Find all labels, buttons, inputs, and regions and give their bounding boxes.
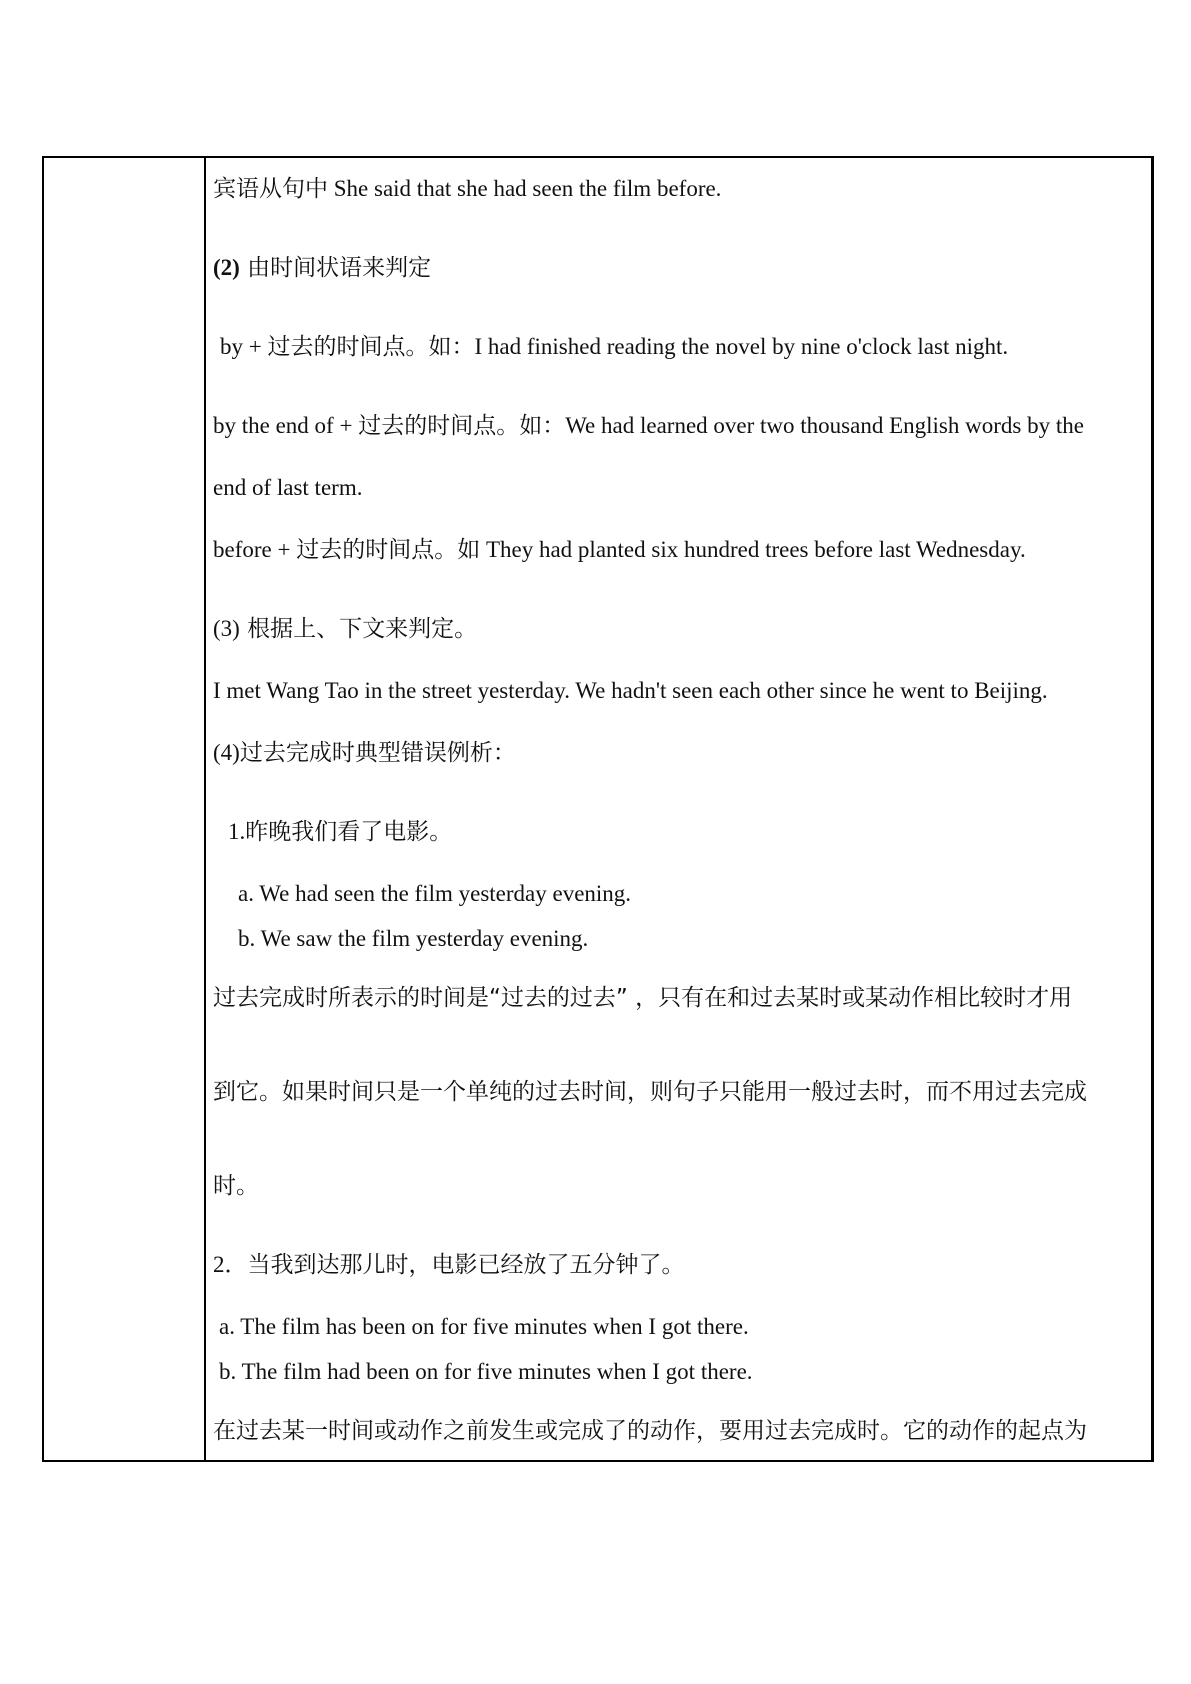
error-2-number: 2． — [213, 1252, 248, 1277]
heading-2-text: 由时间状语来判定 — [239, 255, 432, 281]
object-clause-label: 宾语从句中 — [213, 176, 328, 202]
before-rule-desc: 过去的时间点。如 — [296, 537, 481, 563]
explanation-1-text-2: 到它。如果时间只是一个单纯的过去时间，则句子只能用一般过去时，而不用过去完成 — [213, 1079, 1087, 1105]
object-clause-sentence: She said that she had seen the film before. — [328, 176, 722, 201]
context-example-line — [213, 679, 1048, 702]
error-2-option-b — [219, 1360, 753, 1383]
by-the-end-of-rule-line — [213, 414, 1084, 438]
before-rule-label: before + — [213, 537, 297, 562]
error-2-option-b-text: b. The film had been on for five minutes when I got there. — [219, 1359, 753, 1384]
error-1-option-b — [238, 927, 588, 950]
table-column-divider — [204, 158, 206, 1460]
heading-4-errors — [213, 741, 516, 765]
object-clause-example — [213, 177, 721, 201]
heading-4-number: (4) — [213, 740, 240, 765]
explanation-2-text-1: 在过去某一时间或动作之前发生或完成了的动作，要用过去完成时。它的动作的起点为 — [213, 1418, 1087, 1444]
by-rule-line — [220, 335, 1008, 359]
context-example-sentence: I met Wang Tao in the street yesterday. We hadn't seen each other since he went to Beijing. — [213, 678, 1048, 703]
error-1-question — [228, 820, 452, 844]
by-the-end-of-example: We had learned over two thousand English words by the — [565, 413, 1084, 438]
heading-3-text: 根据上、下文来判定。 — [239, 616, 478, 642]
table-right-border — [1151, 156, 1154, 1462]
error-2-option-a-text: a. The film has been on for five minutes when I got there. — [219, 1314, 749, 1339]
explanation-1-line-3 — [213, 1175, 259, 1198]
explanation-2-line-1 — [213, 1420, 1087, 1443]
by-the-end-of-example-end: end of last term. — [213, 475, 363, 500]
before-rule-line — [213, 538, 1026, 562]
by-the-end-of-label: by the end of + — [213, 413, 359, 438]
by-rule-example: I had finished reading the novel by nine o'clock last night. — [474, 334, 1009, 359]
explanation-1-line-1 — [213, 987, 1072, 1010]
explanation-1-text-3: 时。 — [213, 1173, 259, 1199]
by-the-end-of-continuation — [213, 476, 362, 499]
error-1-option-a — [238, 882, 631, 905]
heading-3-context — [213, 617, 477, 641]
error-1-text: 昨晚我们看了电影。 — [245, 819, 453, 845]
error-2-text: 当我到达那儿时，电影已经放了五分钟了。 — [247, 1252, 685, 1278]
explanation-1-line-2 — [213, 1081, 1087, 1104]
error-2-question — [213, 1253, 685, 1277]
by-rule-label: by + — [220, 334, 268, 359]
table-left-border — [42, 156, 44, 1462]
error-1-option-a-text: a. We had seen the film yesterday evening. — [238, 881, 632, 906]
error-2-option-a — [219, 1315, 749, 1338]
by-rule-desc: 过去的时间点。如： — [267, 334, 475, 360]
explanation-1-text-1: 过去完成时所表示的时间是“过去的过去” ，只有在和过去某时或某动作相比较时才用 — [213, 985, 1073, 1011]
heading-2-number: (2) — [213, 255, 240, 280]
error-1-number: 1. — [228, 819, 246, 844]
before-rule-example: They had planted six hundred trees before last Wednesday. — [480, 537, 1026, 562]
by-the-end-of-desc: 过去的时间点。如： — [358, 413, 566, 439]
heading-2-time-adverbial — [213, 256, 431, 280]
heading-3-number: (3) — [213, 616, 240, 641]
error-1-option-b-text: b. We saw the film yesterday evening. — [238, 926, 589, 951]
heading-4-text: 过去完成时典型错误例析： — [239, 740, 516, 766]
